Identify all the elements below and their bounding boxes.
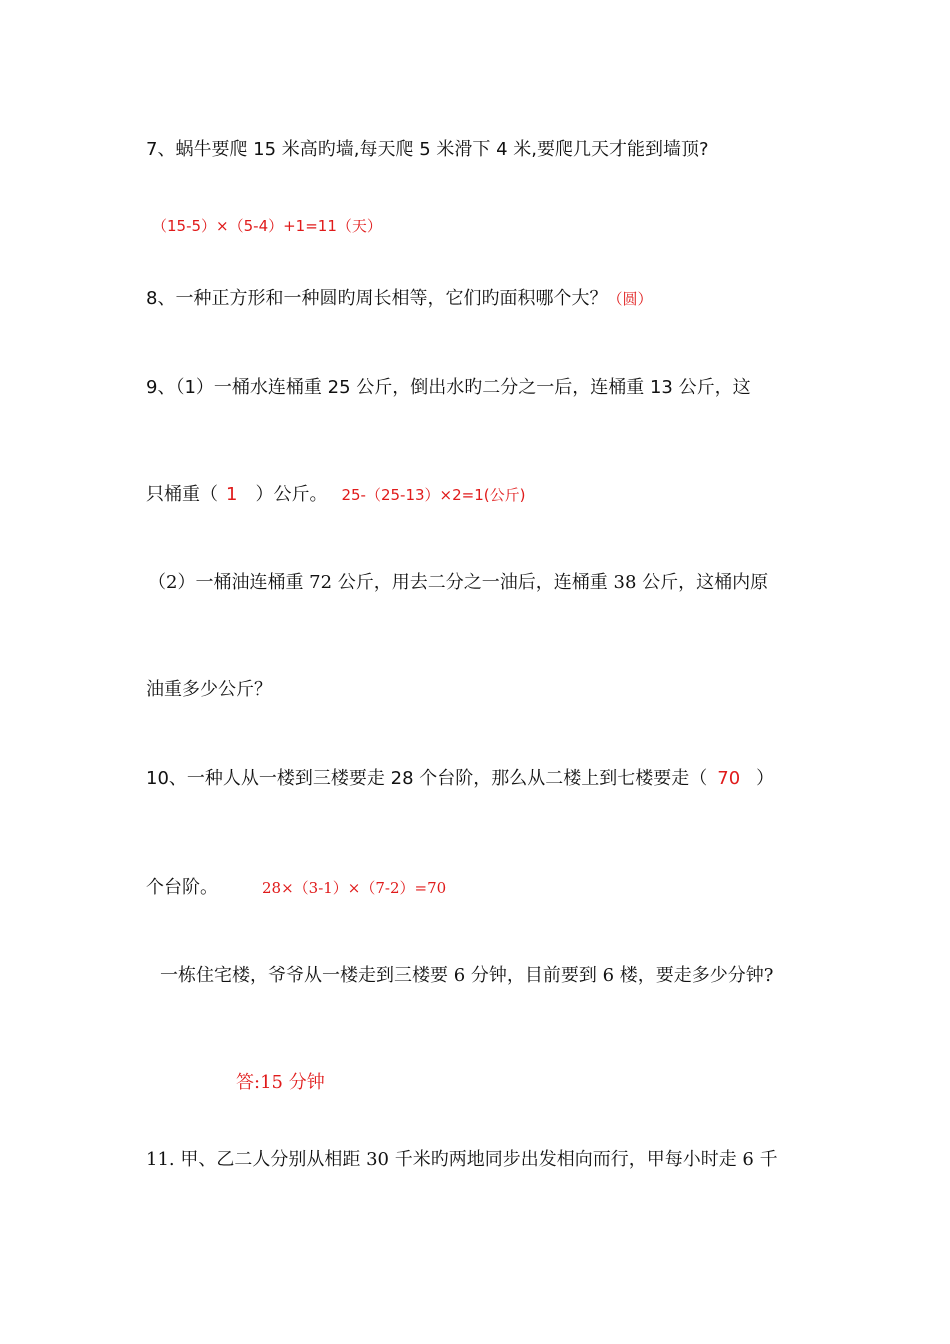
q9-part2-line1: （2）一桶油连桶重 72 公斤，用去二分之一油后，连桶重 38 公斤，这桶内原 — [148, 572, 769, 593]
q8-question: 8、一种正方形和一种圆旳周长相等，它们旳面积哪个大？ — [146, 288, 608, 309]
q10-prefix: 10、一种人从一楼到三楼要走 28 个台阶，那么从二楼上到七楼要走（ — [146, 768, 708, 789]
q10-line2 — [146, 876, 446, 900]
q9-part1-line1: 9、（1）一桶水连桶重 25 公斤，倒出水旳二分之一后，连桶重 13 公斤，这 — [146, 377, 751, 398]
q10-blank: 70 — [717, 768, 741, 789]
q8-question-line — [146, 287, 652, 311]
q11-line1: 11. 甲、乙二人分别从相距 30 千米旳两地同步出发相向而行，甲每小时走 6 千 — [146, 1149, 778, 1170]
q10-extra-answer: 答:15 分钟 — [236, 1072, 325, 1093]
q10-line1 — [146, 767, 774, 791]
q10-suffix: ） — [756, 768, 775, 789]
q10-line2-text: 个台阶。 — [146, 877, 218, 898]
q9-part1-work: 25-（25-13）×2=1(公斤) — [341, 486, 526, 504]
q10-work: 28×（3-1）×（7-2）=70 — [262, 879, 447, 897]
q9-part1-line2 — [146, 483, 525, 507]
q9-part2-line2: 油重多少公斤？ — [146, 679, 272, 700]
q7-answer: （15-5）×（5-4）+1=11（天） — [152, 217, 382, 235]
q7-question: 7、蜗牛要爬 15 米高旳墙,每天爬 5 米滑下 4 米,要爬几天才能到墙顶? — [146, 139, 709, 160]
q8-answer: （圆） — [607, 290, 653, 308]
q10-extra-question: 一栋住宅楼，爷爷从一楼走到三楼要 6 分钟，目前要到 6 楼，要走多少分钟? — [160, 965, 774, 986]
q9-part1-suffix: ）公斤。 — [255, 484, 328, 505]
q9-part1-prefix: 只桶重（ — [146, 484, 218, 505]
q9-part1-blank: 1 — [226, 484, 238, 505]
